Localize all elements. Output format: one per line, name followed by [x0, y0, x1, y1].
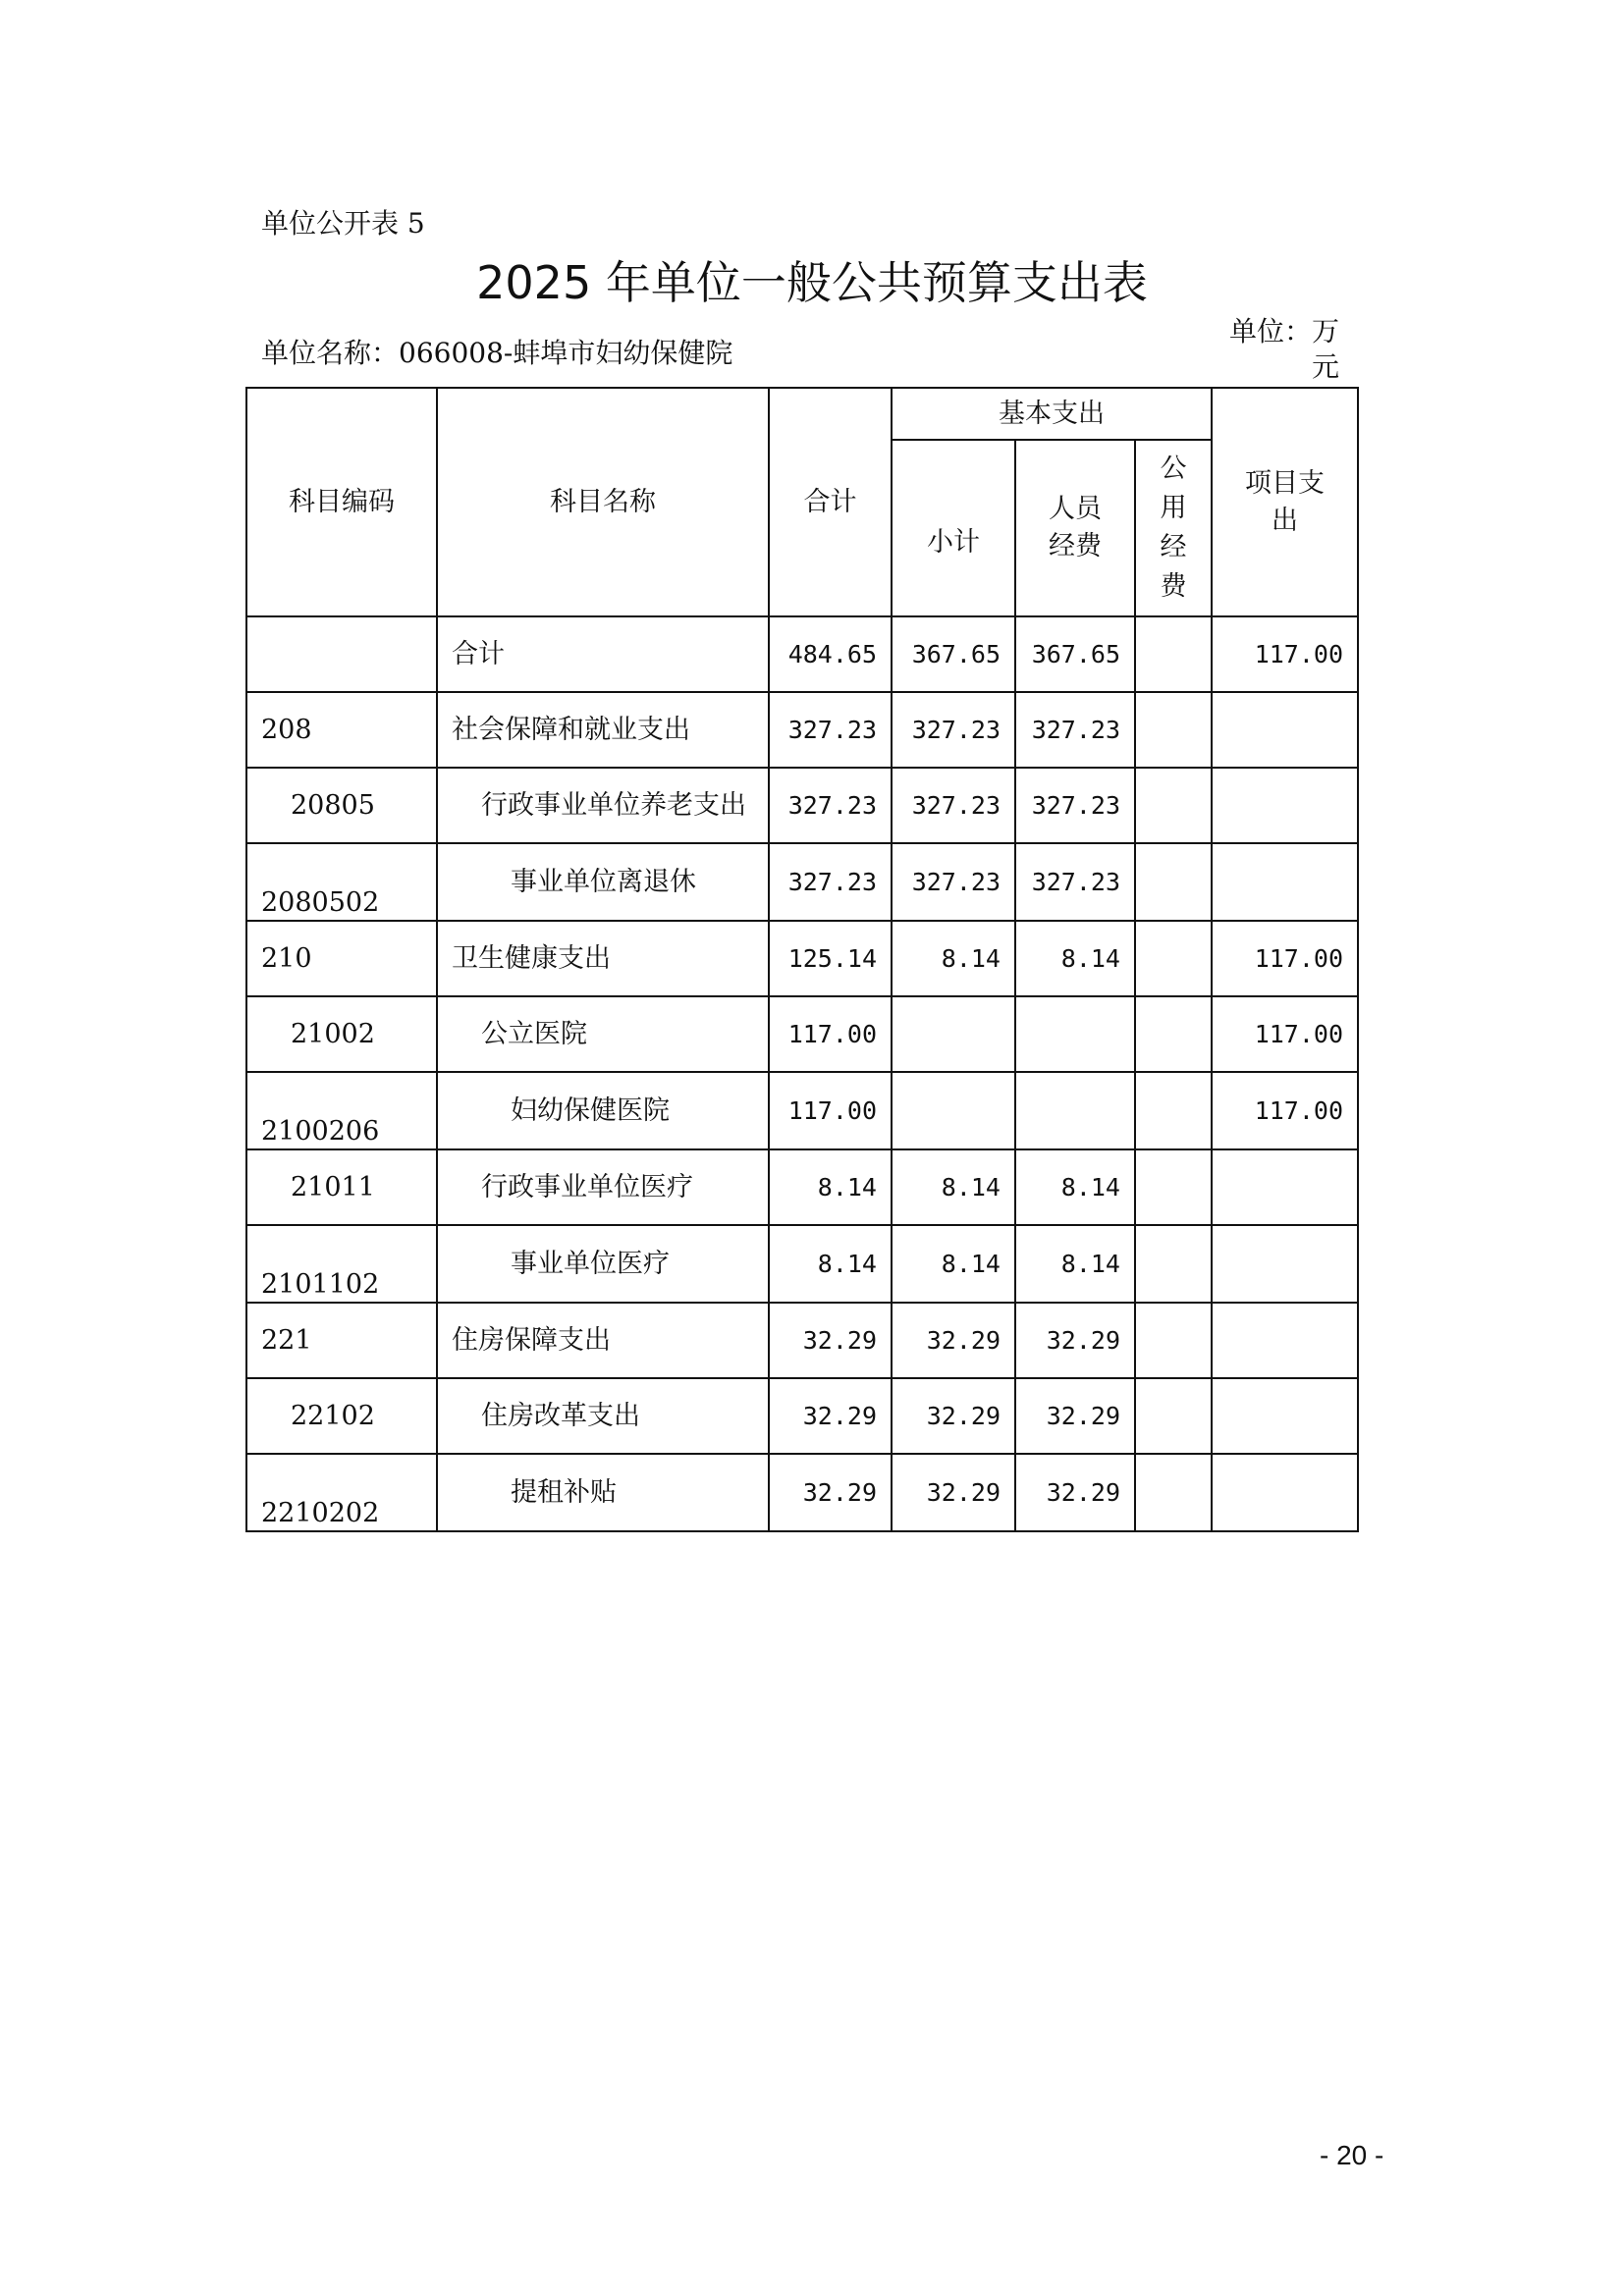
row-name: 事业单位医疗 — [437, 1225, 769, 1303]
row-personnel: 32.29 — [1015, 1378, 1135, 1454]
row-subtotal: 327.23 — [892, 692, 1015, 768]
row-public — [1135, 1149, 1212, 1225]
row-subtotal: 327.23 — [892, 768, 1015, 843]
form-number: 单位公开表 5 — [261, 207, 425, 240]
budget-table — [245, 387, 1359, 1532]
row-subtotal: 8.14 — [892, 921, 1015, 996]
row-project: 117.00 — [1212, 1072, 1358, 1149]
row-code: 2100206 — [246, 1072, 437, 1149]
row-public — [1135, 843, 1212, 921]
row-personnel: 327.23 — [1015, 768, 1135, 843]
row-project — [1212, 1454, 1358, 1531]
row-name: 卫生健康支出 — [437, 921, 769, 996]
row-public — [1135, 692, 1212, 768]
header-basic: 基本支出 — [892, 388, 1212, 440]
table-row — [246, 616, 1358, 692]
row-name: 住房保障支出 — [437, 1303, 769, 1378]
row-name: 行政事业单位养老支出 — [437, 768, 769, 843]
row-personnel: 32.29 — [1015, 1454, 1135, 1531]
row-name: 事业单位离退休 — [437, 843, 769, 921]
row-code: 2080502 — [246, 843, 437, 921]
row-public — [1135, 1454, 1212, 1531]
row-personnel: 327.23 — [1015, 692, 1135, 768]
row-public — [1135, 616, 1212, 692]
row-total: 327.23 — [769, 692, 892, 768]
row-code: 210 — [246, 921, 437, 996]
row-subtotal: 32.29 — [892, 1303, 1015, 1378]
table-row — [246, 1225, 1358, 1303]
header-project: 项目支出 — [1212, 388, 1358, 616]
row-total: 117.00 — [769, 1072, 892, 1149]
row-personnel: 8.14 — [1015, 921, 1135, 996]
row-public — [1135, 1225, 1212, 1303]
row-code: 20805 — [246, 768, 437, 843]
row-code: 2101102 — [246, 1225, 437, 1303]
header-personnel: 人员经费 — [1015, 440, 1135, 616]
row-subtotal: 327.23 — [892, 843, 1015, 921]
row-personnel — [1015, 1072, 1135, 1149]
row-name: 合计 — [437, 616, 769, 692]
row-project — [1212, 843, 1358, 921]
table-row — [246, 921, 1358, 996]
row-public — [1135, 768, 1212, 843]
header-row — [246, 388, 1358, 440]
row-name: 妇幼保健医院 — [437, 1072, 769, 1149]
row-total: 125.14 — [769, 921, 892, 996]
header-total: 合计 — [769, 388, 892, 616]
header-code: 科目编码 — [246, 388, 437, 616]
row-public — [1135, 1072, 1212, 1149]
row-total: 32.29 — [769, 1378, 892, 1454]
row-total: 484.65 — [769, 616, 892, 692]
table-row — [246, 1072, 1358, 1149]
row-subtotal: 8.14 — [892, 1149, 1015, 1225]
row-name: 行政事业单位医疗 — [437, 1149, 769, 1225]
table-row — [246, 1303, 1358, 1378]
row-personnel — [1015, 996, 1135, 1072]
row-total: 327.23 — [769, 843, 892, 921]
unit-name: 单位名称：066008-蚌埠市妇幼保健院 — [261, 337, 733, 369]
row-project — [1212, 1149, 1358, 1225]
row-code: 2210202 — [246, 1454, 437, 1531]
row-code: 21002 — [246, 996, 437, 1072]
row-project — [1212, 1303, 1358, 1378]
row-code: 22102 — [246, 1378, 437, 1454]
table-row — [246, 843, 1358, 921]
row-code: 221 — [246, 1303, 437, 1378]
row-code: 208 — [246, 692, 437, 768]
row-total: 32.29 — [769, 1303, 892, 1378]
row-project — [1212, 768, 1358, 843]
table-row — [246, 692, 1358, 768]
page-title: 2025 年单位一般公共预算支出表 — [476, 256, 1148, 309]
table-row — [246, 1378, 1358, 1454]
row-name: 社会保障和就业支出 — [437, 692, 769, 768]
row-code: 21011 — [246, 1149, 437, 1225]
row-subtotal — [892, 996, 1015, 1072]
row-project: 117.00 — [1212, 616, 1358, 692]
row-name: 提租补贴 — [437, 1454, 769, 1531]
row-personnel: 8.14 — [1015, 1149, 1135, 1225]
row-project — [1212, 1378, 1358, 1454]
row-subtotal: 8.14 — [892, 1225, 1015, 1303]
row-name: 公立医院 — [437, 996, 769, 1072]
row-total: 8.14 — [769, 1225, 892, 1303]
row-public — [1135, 1378, 1212, 1454]
row-personnel: 8.14 — [1015, 1225, 1135, 1303]
row-total: 32.29 — [769, 1454, 892, 1531]
row-code — [246, 616, 437, 692]
row-personnel: 32.29 — [1015, 1303, 1135, 1378]
row-public — [1135, 1303, 1212, 1378]
table-row — [246, 768, 1358, 843]
row-project — [1212, 692, 1358, 768]
row-total: 327.23 — [769, 768, 892, 843]
row-subtotal: 367.65 — [892, 616, 1015, 692]
table-row — [246, 996, 1358, 1072]
row-public — [1135, 996, 1212, 1072]
row-subtotal: 32.29 — [892, 1454, 1015, 1531]
header-subtotal: 小计 — [892, 440, 1015, 616]
row-name: 住房改革支出 — [437, 1378, 769, 1454]
table-row — [246, 1149, 1358, 1225]
table-row — [246, 1454, 1358, 1531]
row-personnel: 327.23 — [1015, 843, 1135, 921]
row-total: 8.14 — [769, 1149, 892, 1225]
row-project: 117.00 — [1212, 996, 1358, 1072]
currency-unit: 单位：万元 — [1228, 315, 1339, 383]
page-number: - 20 - — [1320, 2140, 1384, 2170]
row-project: 117.00 — [1212, 921, 1358, 996]
row-subtotal — [892, 1072, 1015, 1149]
row-total: 117.00 — [769, 996, 892, 1072]
row-subtotal: 32.29 — [892, 1378, 1015, 1454]
header-name: 科目名称 — [437, 388, 769, 616]
row-project — [1212, 1225, 1358, 1303]
row-personnel: 367.65 — [1015, 616, 1135, 692]
header-public: 公用经费 — [1135, 440, 1212, 616]
row-public — [1135, 921, 1212, 996]
